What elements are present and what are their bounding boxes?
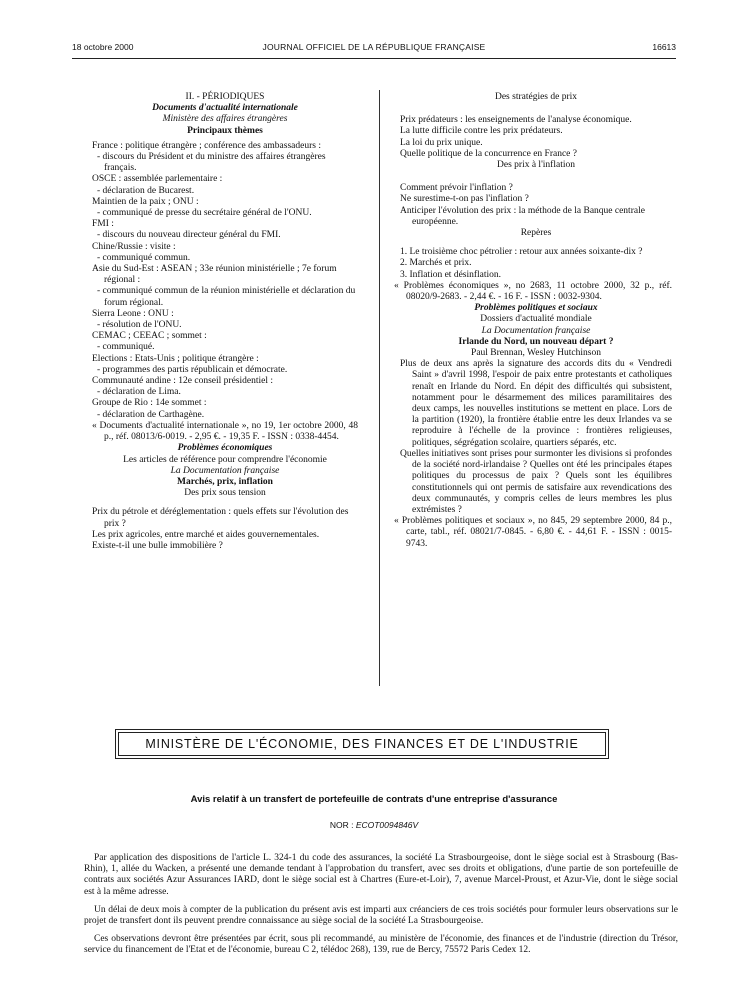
avis-paragraph: Par application des dispositions de l'article L. 324-1 du code des assurances, la société La Strasbourgeoise, dont le siège social est à Strasbourg (Bas-Rhin), 1, allée du Wacken, a présenté une demande tendant à l'approbation du transfert, avec ses droits et obligations, d'une partie de son portefeuille de contrats aux sociétés Azur Assurances IARD, dont le siège social est à Chartres (Eure-et-Loir), 7, avenue Marcel-Proust, et Azur-Vie, dont le siège social est à la même adresse. — [84, 853, 678, 897]
prob-eco-subtitle: Les articles de référence pour comprendre l'économie — [123, 454, 327, 465]
list-item: La lutte difficile contre les prix prédateurs. — [400, 126, 563, 137]
page-number: 16613 — [652, 42, 676, 52]
theme-item: - communiqué. — [97, 342, 155, 353]
right-column — [394, 92, 672, 550]
doc-title: Documents d'actualité internationale — [152, 103, 298, 114]
theme-entry — [92, 141, 358, 175]
header-date: 18 octobre 2000 — [72, 42, 134, 52]
list-item: 2. Marchés et prix. — [400, 258, 472, 269]
theme-head: Communauté andine : 12e conseil présidentiel : — [92, 376, 273, 387]
ministry-banner — [118, 732, 606, 756]
theme-item: - communiqué commun de la réunion ministérielle et déclaration du forum régional. — [97, 286, 356, 308]
authors: Paul Brennan, Wesley Hutchinson — [471, 348, 601, 359]
theme-entry — [92, 242, 358, 264]
list-item: Prix du pétrole et déréglementation : quels effets sur l'évolution des prix ? — [92, 507, 349, 529]
theme-item: - déclaration de Carthagène. — [97, 409, 205, 420]
prob-eco-title: Problèmes économiques — [177, 443, 273, 454]
theme-head: Asie du Sud-Est : ASEAN ; 33e réunion ministérielle ; 7e forum régional : — [92, 264, 337, 286]
ministry-name: Ministère des affaires étrangères — [162, 114, 288, 125]
list-item: Comment prévoir l'inflation ? — [400, 183, 513, 194]
dossiers-subtitle: Dossiers d'actualité mondiale — [480, 314, 592, 325]
avis-paragraph: Un délai de deux mois à compter de la publication du présent avis est imparti aux créanciers de ces trois sociétés pour formuler leurs observations sur le projet de transfert dont ils peuvent prendre connaissance au siège social de la société La Strasbourgeoise. — [84, 904, 678, 927]
column-divider — [379, 90, 380, 686]
theme-entry — [92, 376, 358, 398]
header-rule — [72, 58, 676, 59]
ministry-banner-text: MINISTÈRE DE L'ÉCONOMIE, DES FINANCES ET DE L'INDUSTRIE — [145, 737, 579, 751]
reference-problemes-politiques: « Problèmes politiques et sociaux », no 845, 29 septembre 2000, 84 p., carte, tabl., réf. 08021/7-0845. - 6,80 €. - 44,61 F. - ISSN : 0015-9743. — [394, 516, 672, 549]
theme-item: - communiqué de presse du secrétaire général de l'ONU. — [97, 208, 312, 219]
theme-item: - discours du nouveau directeur général du FMI. — [97, 230, 281, 241]
inflation-heading: Des prix à l'inflation — [497, 160, 575, 171]
irlande-title: Irlande du Nord, un nouveau départ ? — [458, 336, 614, 347]
theme-item: - discours du Président et du ministre des affaires étrangères français. — [97, 152, 326, 174]
theme-entry — [92, 309, 358, 331]
marches-title: Marchés, prix, inflation — [177, 476, 273, 487]
list-item: Ne surestime-t-on pas l'inflation ? — [400, 194, 529, 205]
nor-reference: ECOT0094846V — [355, 820, 419, 830]
theme-head: FMI : — [92, 219, 114, 230]
prob-pol-title: Problèmes politiques et sociaux — [474, 303, 598, 314]
running-header — [72, 42, 676, 56]
reference-documents-actualite: « Documents d'actualité internationale », no 19, 1er octobre 2000, 48 p., réf. 08013/6-0019. - 2,95 €. - 19,35 F. - ISSN : 0338-4454. — [92, 420, 358, 443]
strategies-list — [400, 115, 672, 160]
reperes-list — [400, 247, 672, 281]
themes-list — [92, 141, 358, 421]
theme-item: - résolution de l'ONU. — [97, 320, 182, 331]
left-column — [92, 92, 358, 552]
theme-entry — [92, 197, 358, 219]
avis-paragraph: Ces observations devront être présentées par écrit, sous pli recommandé, au ministère de l'économie, des finances et de l'industrie (direction du Trésor, service du financement de l'Etat et de l'économie, bureau C 2, télédoc 268), 139, rue de Bercy, 75572 Paris Cedex 12. — [84, 934, 678, 956]
theme-head: Groupe de Rio : 14e sommet : — [92, 398, 207, 409]
theme-entry — [92, 331, 358, 353]
theme-head: Sierra Leone : ONU : — [92, 308, 174, 319]
theme-entry — [92, 398, 358, 420]
theme-head: Maintien de la paix ; ONU : — [92, 196, 199, 207]
strategies-heading: Des stratégies de prix — [494, 92, 578, 102]
section-title: II. - PÉRIODIQUES — [185, 92, 265, 102]
list-item: 3. Inflation et désinflation. — [400, 269, 502, 280]
list-item: Anticiper l'évolution des prix : la méthode de la Banque centrale européenne. — [400, 205, 645, 227]
theme-entry — [92, 354, 358, 376]
list-item: Prix prédateurs : les enseignements de l'analyse économique. — [400, 115, 632, 126]
avis-title: Avis relatif à un transfert de portefeuille de contrats d'une entreprise d'assurance — [190, 794, 558, 805]
theme-entry — [92, 264, 358, 309]
theme-item: - programmes des partis républicain et démocrate. — [97, 364, 288, 375]
tension-list — [92, 507, 358, 552]
theme-head: Elections : Etats-Unis ; politique étrangère : — [92, 353, 259, 364]
nor-line — [72, 820, 676, 830]
nor-label: NOR : — [329, 820, 354, 830]
theme-entry — [92, 219, 358, 241]
theme-entry — [92, 174, 358, 196]
reperes-heading: Repères — [520, 228, 552, 239]
list-item: 1. Le troisième choc pétrolier : retour aux années soixante-dix ? — [400, 247, 643, 258]
prix-tension-heading: Des prix sous tension — [184, 488, 266, 499]
reference-problemes-economiques: « Problèmes économiques », no 2683, 11 octobre 2000, 32 p., réf. 08020/9-2683. - 2,44 €. - 16 F. - ISSN : 0032-9304. — [394, 280, 672, 303]
theme-head: OSCE : assemblée parlementaire : — [92, 174, 223, 185]
publisher: La Documentation française — [170, 465, 280, 476]
list-item: Existe-t-il une bulle immobilière ? — [92, 540, 223, 551]
irlande-paragraph-2: Quelles initiatives sont prises pour surmonter les divisions si profondes de la société nord-irlandaise ? Quelles ont été les principales étapes politiques du processus de paix ? Quels sont les équilibres constitutionnels qui ont permis de satisfaire aux revendications des deux communautés, y compris celles de leurs membres les plus extrémistes ? — [400, 448, 672, 515]
inflation-list — [400, 183, 672, 228]
irlande-paragraph-1: Plus de deux ans après la signature des accords dits du « Vendredi Saint » d'avril 1998, l'espoir de paix entre protestants et catholiques renaît en Irlande du Nord. En dépit des difficultés qui subsistent, notamment pour le désarmement des milices paramilitaires des deux camps, les nouvelles institutions se mettent en place. Lors de la partition (1920), la frontière établie entre les deux Irlandes va se reproduire à l'échelle de la province : frontières religieuses, politiques, ségrégation scolaire, quartiers séparés, etc. — [400, 359, 672, 448]
journal-title: JOURNAL OFFICIEL DE LA RÉPUBLIQUE FRANÇAISE — [262, 42, 486, 52]
theme-head: France : politique étrangère ; conférence des ambassadeurs : — [92, 140, 321, 151]
list-item: Quelle politique de la concurrence en France ? — [400, 148, 577, 159]
theme-item: - déclaration de Lima. — [97, 387, 181, 398]
publisher: La Documentation française — [481, 325, 591, 336]
avis-body — [84, 853, 678, 964]
theme-item: - communiqué commun. — [97, 252, 191, 263]
theme-item: - déclaration de Bucarest. — [97, 185, 195, 196]
list-item: Les prix agricoles, entre marché et aides gouvernementales. — [92, 529, 320, 540]
themes-title: Principaux thèmes — [187, 125, 263, 136]
list-item: La loi du prix unique. — [400, 137, 483, 148]
theme-head: Chine/Russie : visite : — [92, 241, 176, 252]
theme-head: CEMAC ; CEEAC ; sommet : — [92, 331, 207, 342]
